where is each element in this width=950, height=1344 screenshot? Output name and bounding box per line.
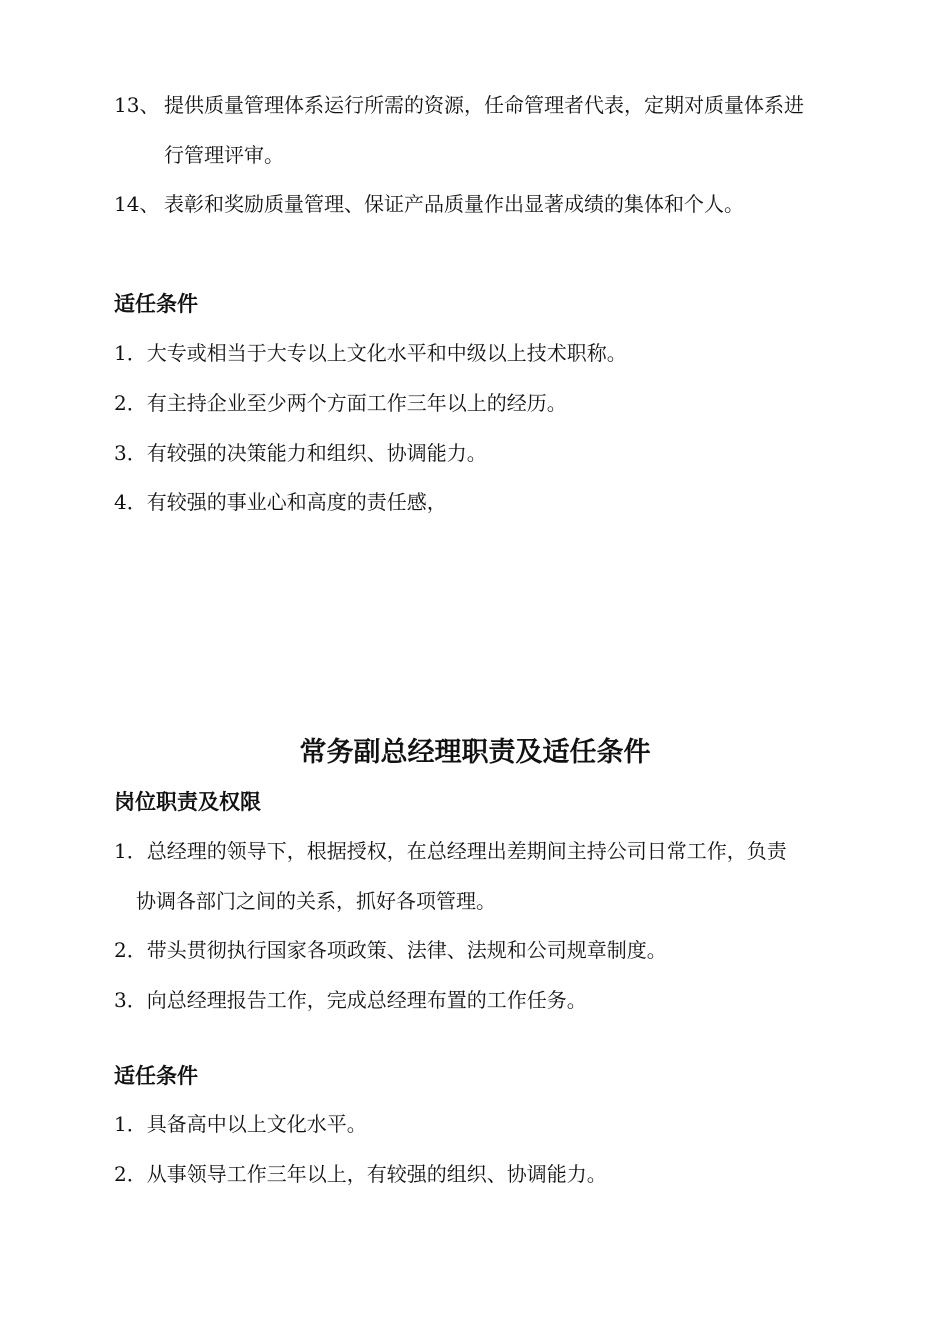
item-13-text-line2: 行管理评审。 bbox=[164, 143, 284, 167]
qualification-item: 2．有主持企业至少两个方面工作三年以上的经历。 bbox=[114, 391, 567, 415]
qualification-item: 2．从事领导工作三年以上，有较强的组织、协调能力。 bbox=[114, 1162, 607, 1186]
qualifications-heading: 适任条件 bbox=[114, 292, 198, 316]
duty-item: 2．带头贯彻执行国家各项政策、法律、法规和公司规章制度。 bbox=[114, 938, 667, 962]
section-title: 常务副总经理职责及适任条件 bbox=[299, 737, 651, 768]
duty-item-line1: 1．总经理的领导下，根据授权，在总经理出差期间主持公司日常工作，负责 bbox=[114, 839, 787, 863]
item-14-text: 表彰和奖励质量管理、保证产品质量作出显著成绩的集体和个人。 bbox=[164, 192, 744, 216]
item-13-number: 13、 bbox=[114, 93, 160, 117]
duty-item-line2: 协调各部门之间的关系，抓好各项管理。 bbox=[136, 889, 496, 913]
item-13-text-line1: 提供质量管理体系运行所需的资源，任命管理者代表，定期对质量体系进 bbox=[164, 93, 804, 117]
qualifications-heading-2: 适任条件 bbox=[114, 1064, 198, 1088]
item-14-number: 14、 bbox=[114, 192, 160, 216]
qualification-item: 3．有较强的决策能力和组织、协调能力。 bbox=[114, 441, 487, 465]
qualification-item: 1．大专或相当于大专以上文化水平和中级以上技术职称。 bbox=[114, 341, 627, 365]
qualification-item: 4．有较强的事业心和高度的责任感， bbox=[114, 490, 447, 514]
qualification-item: 1．具备高中以上文化水平。 bbox=[114, 1112, 367, 1136]
duty-item: 3．向总经理报告工作，完成总经理布置的工作任务。 bbox=[114, 988, 587, 1012]
duties-heading: 岗位职责及权限 bbox=[114, 790, 261, 814]
